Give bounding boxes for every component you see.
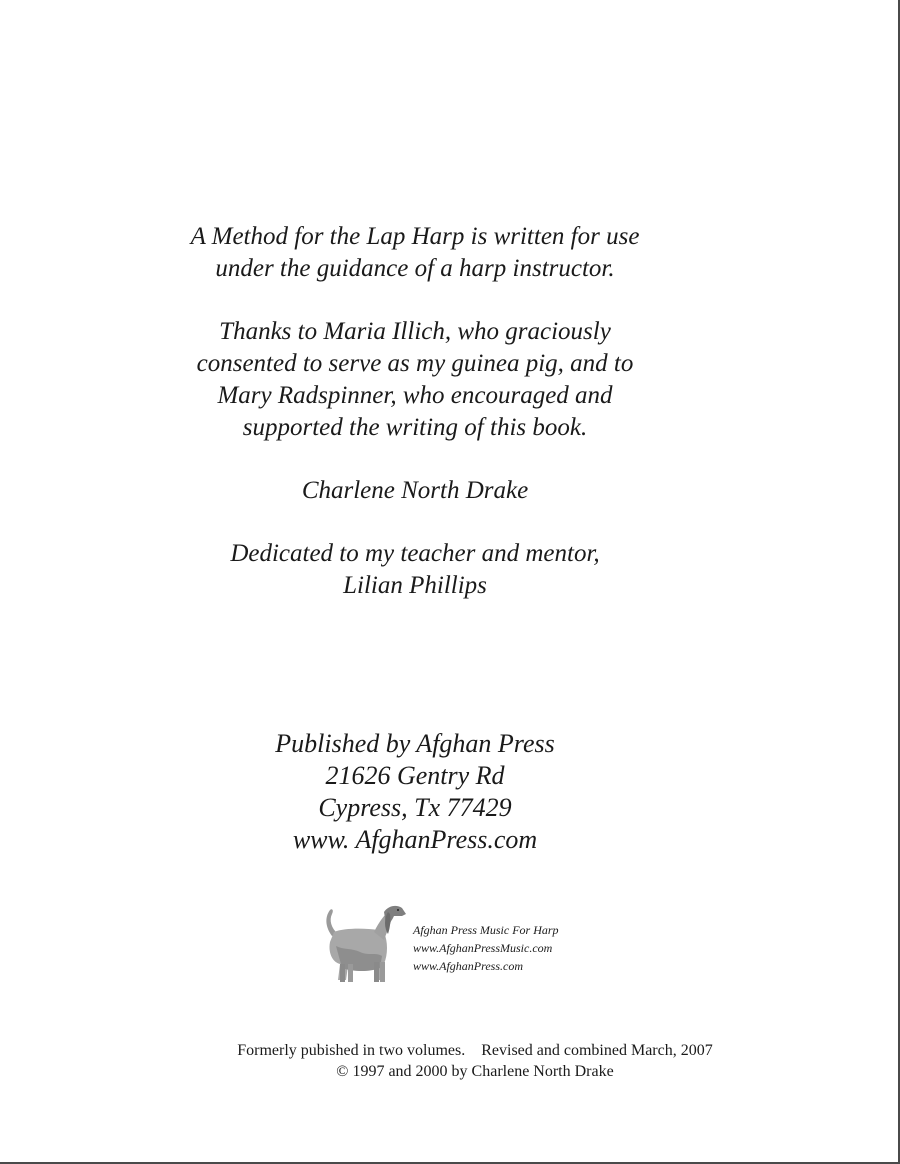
- author-name: Charlene North Drake: [301, 477, 529, 504]
- publication-history: Formerly pubished in two volumes. Revised and combined March, 2007: [237, 1042, 713, 1059]
- thanks-paragraph: [0, 316, 865, 444]
- publisher-city: Cypress, Tx 77429: [318, 793, 512, 822]
- thanks-line: Mary Radspinner, who encouraged and: [217, 382, 613, 409]
- logo-caption: [413, 921, 559, 975]
- publisher-logo: [318, 902, 618, 986]
- thanks-line: supported the writing of this book.: [242, 414, 588, 441]
- publisher-info: [0, 728, 865, 856]
- logo-title: Afghan Press Music For Harp: [413, 923, 559, 937]
- copyright-footer: [25, 1040, 900, 1082]
- copyright-notice: © 1997 and 2000 by Charlene North Drake: [336, 1063, 614, 1080]
- intro-paragraph: [0, 221, 865, 285]
- publisher-street: 21626 Gentry Rd: [325, 761, 505, 790]
- intro-line: A Method for the Lap Harp is written for use: [190, 223, 640, 250]
- dedication-paragraph: [0, 538, 865, 602]
- dedication-line: Lilian Phillips: [343, 572, 487, 599]
- afghan-hound-icon: [318, 902, 408, 986]
- publisher-website[interactable]: www. AfghanPress.com: [292, 825, 538, 854]
- thanks-line: consented to serve as my guinea pig, and to: [196, 350, 634, 377]
- author-signature: [0, 475, 865, 507]
- intro-line: under the guidance of a harp instructor.: [215, 255, 615, 282]
- publisher-name: Published by Afghan Press: [275, 729, 555, 758]
- logo-press-website[interactable]: www.AfghanPress.com: [413, 959, 523, 973]
- logo-music-website[interactable]: www.AfghanPressMusic.com: [413, 941, 553, 955]
- dedication-line: Dedicated to my teacher and mentor,: [230, 540, 600, 567]
- thanks-line: Thanks to Maria Illich, who graciously: [219, 318, 611, 345]
